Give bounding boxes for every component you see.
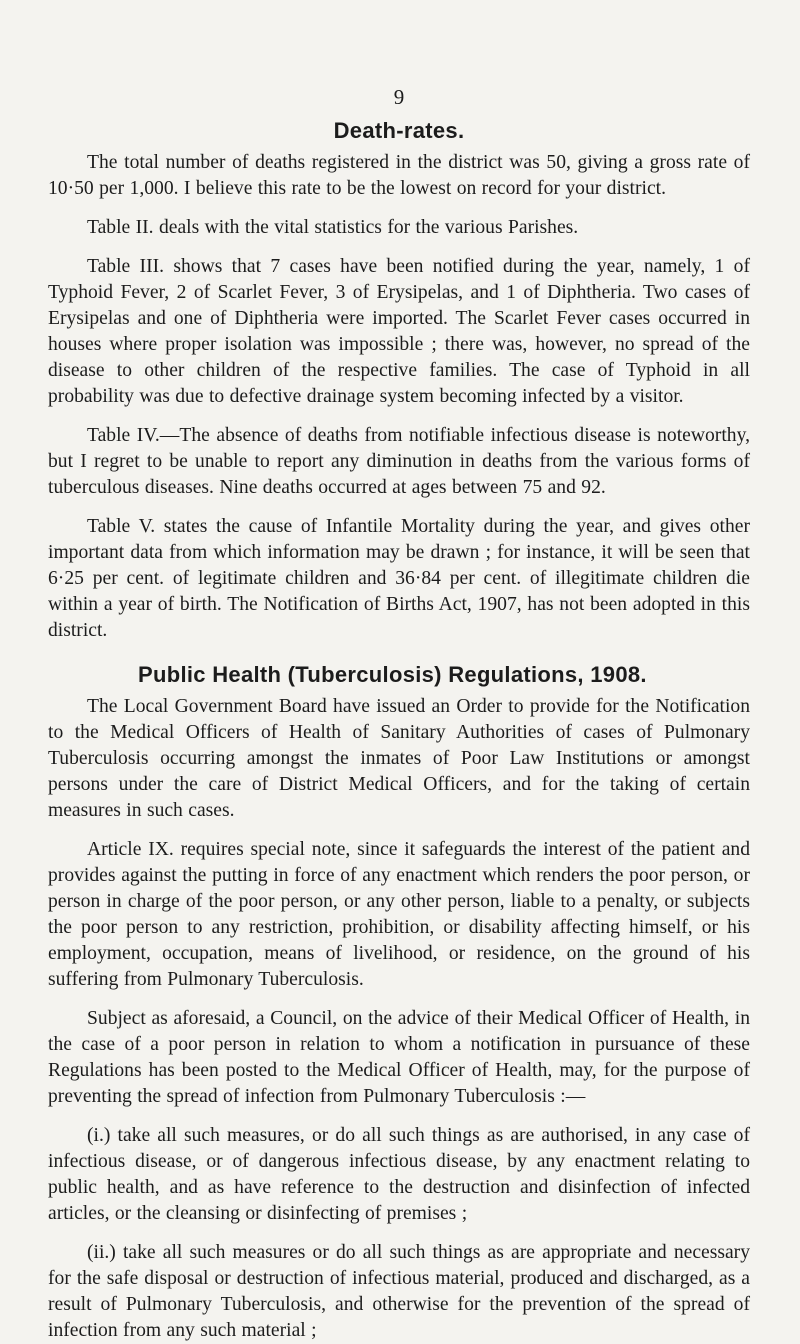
paragraph: Article IX. requires special note, since it safeguards the interest of the patient and provides against the putting in force of any enactment which renders the poor person, or person in charge of the poor person, or any other person, liable to a penalty, or subjects the poor person to any restriction, prohibition, or disability affecting himself, or his employment, occupation, means of livelihood, or residence, on the ground of his suffering from Pulmonary Tuberculosis. (48, 839, 750, 990)
paragraph: (ii.) take all such measures or do all such things as are appropriate and necessary for the safe disposal or destruction of infectious material, produced and discharged, as a result of Pulmonary Tuberculosis, and otherwise for the prevention of the spread of infection from any such material ; (48, 1242, 750, 1341)
section-heading-death-rates: Death-rates. (333, 118, 465, 143)
paragraph: The total number of deaths registered in the district was 50, giving a gross rate of 10·50 per 1,000. I believe this rate to be the lowest on record for your district. (48, 152, 750, 199)
paragraph: (i.) take all such measures, or do all such things as are authorised, in any case of infectious disease, or of dangerous infectious disease, by any enactment relating to public health, and as have reference to the destruction and disinfection of infected articles, or the cleansing or disinfecting of premises ; (48, 1125, 750, 1224)
paragraph: Table II. deals with the vital statistics for the various Parishes. (87, 217, 579, 238)
paragraph: Table III. shows that 7 cases have been notified during the year, namely, 1 of Typhoid Fever, 2 of Scarlet Fever, 3 of Erysipelas, and 1 of Diphtheria. Two cases of Erysipelas and one of Diphtheria were imported. The Scarlet Fever cases occurred in houses where proper isolation was impossible ; there was, however, no spread of the disease to other children of the respective families. The case of Typhoid in all probability was due to defective drainage system becoming infected by a visitor. (48, 256, 750, 407)
page-number: 9 (393, 85, 405, 109)
paragraph: Table V. states the cause of Infantile Mortality during the year, and gives other important data from which information may be drawn ; for instance, it will be seen that 6·25 per cent. of legitimate children and 36·84 per cent. of illegitimate children die within a year of birth. The Notification of Births Act, 1907, has not been adopted in this district. (48, 516, 750, 641)
paragraph: The Local Government Board have issued an Order to provide for the Notification to the Medical Officers of Health of Sanitary Authorities of cases of Pulmonary Tuberculosis occurring amongst the inmates of Poor Law Institutions or amongst persons under the care of District Medical Officers, and for the taking of certain measures in such cases. (48, 696, 750, 821)
paragraph: Table IV.—The absence of deaths from notifiable infectious disease is noteworthy, but I regret to be unable to report any diminution in deaths from the various forms of tuberculous diseases. Nine deaths occurred at ages between 75 and 92. (48, 425, 750, 498)
paragraph: Subject as aforesaid, a Council, on the advice of their Medical Officer of Health, in the case of a poor person in relation to whom a notification in pursuance of these Regulations has been posted to the Medical Officer of Health, may, for the purpose of preventing the spread of infection from Pulmonary Tuberculosis :— (48, 1008, 750, 1107)
section-heading-public-health: Public Health (Tuberculosis) Regulations, 1908. (138, 662, 647, 687)
